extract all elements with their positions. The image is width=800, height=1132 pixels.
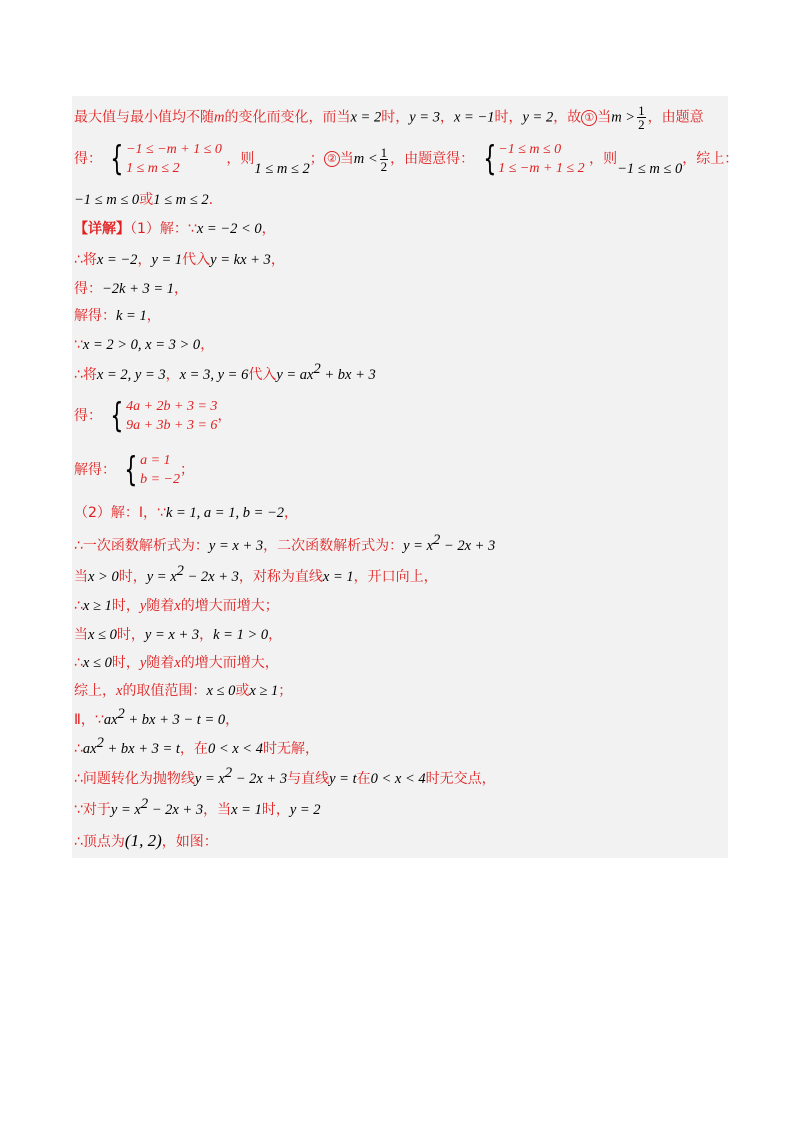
text-line: ∴一次函数解析式为：y = x + 3，二次函数解析式为：$y = x^2 - 2x + 3$	[74, 532, 496, 554]
circled-number: ①	[581, 110, 597, 126]
equation-system: { 4a + 2b + 3 = 3 9a + 3b + 3 = 6	[110, 396, 218, 436]
text-line: ∴问题转化为抛物线$y = x^2 - 2x + 3$与直线y = t在0 < x < 4时无交点，	[74, 765, 496, 787]
text-line: 得：−2k + 3 = 1，	[74, 281, 189, 297]
text-line: $\therefore ax^2$ + bx + 3 = t，在0 < x < 4时无解，	[74, 735, 319, 757]
text-line: 当x > 0时，$y = x^2 - 2x + 3$，对称为直线x = 1，开口向上，	[74, 563, 438, 585]
fraction: $\frac{1}{2}$	[638, 103, 645, 132]
text-line: 解得： { a = 1 b = −2 ；	[74, 450, 194, 490]
detail-tag: 【详解】	[74, 221, 130, 237]
text-line: ∵x = 2 > 0, x = 3 > 0，	[74, 337, 215, 353]
text-line: 当x ≤ 0时，y = x + 3，k = 1 > 0，	[74, 627, 283, 643]
text-line: ∴将x = −2，y = 1代入y = kx + 3，	[74, 252, 285, 268]
text-line: 最大值与最小值均不随m的变化而变化，而当x = 2时，y = 3，x = −1时，y = 2，故 ① 当m > $\frac{1}{2}$ ，由题意	[74, 103, 704, 132]
fraction: $\frac{1}{2}$	[380, 144, 388, 174]
text-line: 综上，x的取值范围：x ≤ 0或x ≥ 1；	[74, 683, 293, 699]
text-line: ∴x ≤ 0时，y随着x的增大而增大，	[74, 655, 279, 671]
equation-system: { −1 ≤ −m + 1 ≤ 0 1 ≤ m ≤ 2	[110, 139, 222, 179]
equation-system: { −1 ≤ m ≤ 0 1 ≤ −m + 1 ≤ 2	[482, 139, 585, 179]
text-line: ∴顶点为(1, 2)，如图：	[74, 831, 218, 850]
equation-system: { a = 1 b = −2	[124, 450, 180, 490]
text-line: 得： { 4a + 2b + 3 = 3 9a + 3b + 3 = 6 ，	[74, 396, 232, 436]
text-line: Ⅱ，$\because ax^2$ + bx + 3 − t = 0，	[74, 706, 240, 728]
text-line: −1 ≤ m ≤ 0或1 ≤ m ≤ 2.	[74, 192, 214, 208]
text-line: 解得：k = 1，	[74, 308, 161, 324]
text-line: ∵对于$y = x^2 - 2x + 3$，当x = 1时，y = 2	[74, 796, 321, 818]
circled-number: ②	[324, 151, 340, 167]
text-line: （2）解：Ⅰ，∵k = 1, a = 1, b = −2，	[74, 505, 299, 521]
text-line: 【详解】（1）解：∵x = −2 < 0，	[74, 221, 276, 237]
text-line: ∴x ≥ 1时，y随着x的增大而增大；	[74, 598, 279, 614]
text-line: 得： { −1 ≤ −m + 1 ≤ 0 1 ≤ m ≤ 2 ，则1 ≤ m ≤ 2； ② 当m < $\frac{1}{2}$ ，由题意得： { −1 ≤ m ≤ 0 1 ≤ −m + 1 ≤ 2 ，则−1 ≤ m ≤ 0，综上：	[74, 139, 739, 179]
text-line: ∴将x = 2, y = 3，x = 3, y = 6代入$y = ax^2$ + bx + 3	[74, 361, 376, 383]
